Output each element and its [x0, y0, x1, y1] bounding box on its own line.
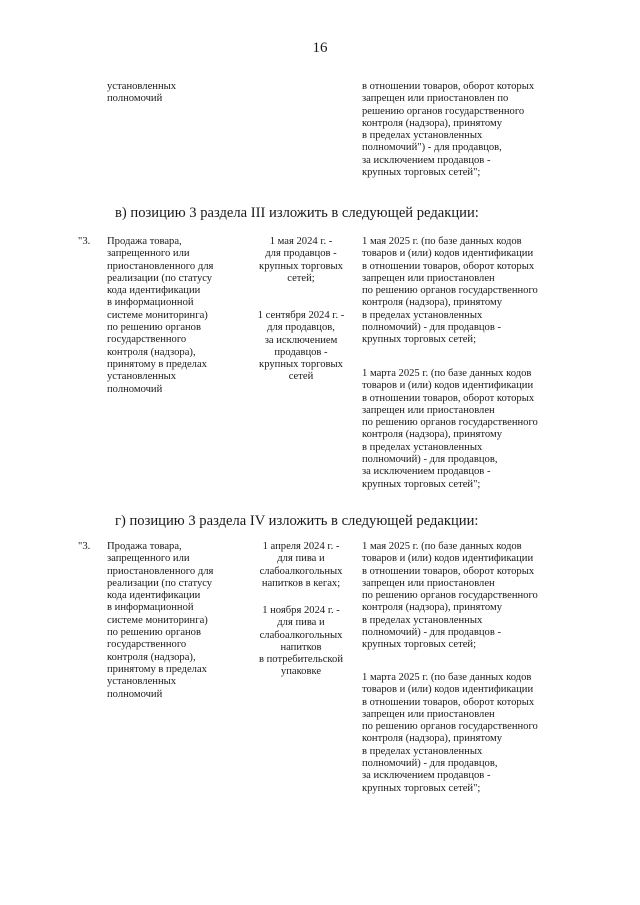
- top-col1-text: установленных полномочий: [107, 81, 177, 105]
- section-v-col3-second: 1 марта 2025 г. (по базе данных кодов товаров и (или) кодов идентификации в отношении товаров, оборот которых запрещен или приостановлен по решению органов государственного контроля (надзора), принятому в пределах установленных полномочий) - для продавцов, за исключением продавцов - крупных торговых сетей";: [362, 368, 538, 490]
- section-g-col3-first: 1 мая 2025 г. (по базе данных кодов товаров и (или) кодов идентификации в отношении товаров, оборот которых запрещен или приостановлен по решению органов государственного контроля (надзора), принятому в пределах установленных полномочий) - для продавцов - крупных торговых сетей;: [362, 541, 538, 651]
- section-v-col2-second: 1 сентября 2024 г. - для продавцов, за исключением продавцов - крупных торговых сетей: [257, 310, 345, 383]
- section-g-col2-first: 1 апреля 2024 г. - для пива и слабоалкогольных напитков в кегах;: [259, 541, 343, 589]
- section-v-position: "3.: [78, 236, 91, 247]
- section-v-heading: в) позицию 3 раздела III изложить в следующей редакции:: [115, 205, 479, 221]
- section-g-col2-second: 1 ноября 2024 г. - для пива и слабоалкогольных напитков в потребительской упаковке: [258, 605, 344, 678]
- section-g-heading: г) позицию 3 раздела IV изложить в следующей редакции:: [115, 513, 479, 529]
- page-number: 16: [312, 40, 328, 56]
- section-v-col3-first: 1 мая 2025 г. (по базе данных кодов товаров и (или) кодов идентификации в отношении товаров, оборот которых запрещен или приостановлен по решению органов государственного контроля (надзора), принятому в пределах установленных полномочий) - для продавцов - крупных торговых сетей;: [362, 236, 538, 346]
- section-v-col2-first: 1 мая 2024 г. - для продавцов - крупных торговых сетей;: [259, 236, 343, 284]
- section-g-col1-text: Продажа товара, запрещенного или приостановленного для реализации (по статусу кода идентификации в информационной системе мониторинга) по решению органов государственного контроля (надзора), принятому в пределах установленных полномочий: [107, 541, 214, 700]
- section-g-col3-second: 1 марта 2025 г. (по базе данных кодов товаров и (или) кодов идентификации в отношении товаров, оборот которых запрещен или приостановлен по решению органов государственного контроля (надзора), принятому в пределах установленных полномочий) - для продавцов, за исключением продавцов - крупных торговых сетей";: [362, 672, 538, 794]
- section-g-position: "3.: [78, 541, 91, 552]
- section-v-col1-text: Продажа товара, запрещенного или приостановленного для реализации (по статусу кода идентификации в информационной системе мониторинга) по решению органов государственного контроля (надзора), принятому в пределах установленных полномочий: [107, 236, 214, 395]
- top-col3-text: в отношении товаров, оборот которых запрещен или приостановлен по решению органов государственного контроля (надзора), принятому в пределах установленных полномочий") - для продавцов, за исключением продавцов - крупных торговых сетей";: [362, 81, 535, 179]
